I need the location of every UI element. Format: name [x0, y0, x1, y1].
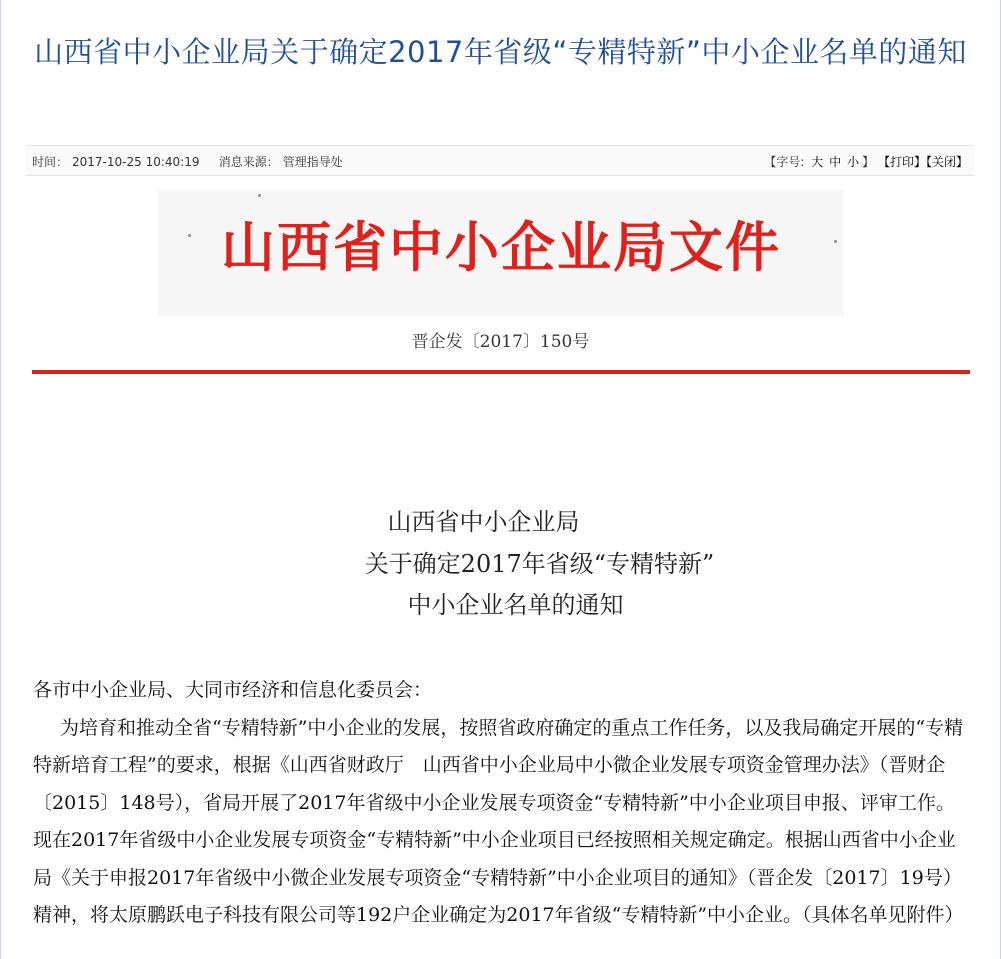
font-medium-link[interactable]: 中 — [829, 155, 842, 169]
time-value: 2017-10-25 10:40:19 — [72, 155, 200, 169]
notice-heading-line3: 中小企业名单的通知 — [407, 591, 624, 619]
document-masthead: 山西省中小企业局文件 — [221, 215, 781, 279]
font-small-link[interactable]: 小 — [847, 155, 860, 169]
page-tools — [764, 153, 968, 170]
font-size-label: 【字号: — [764, 155, 805, 169]
document-number: 晋企发〔2017〕150号 — [411, 332, 590, 352]
body-paragraph: 为培育和推动全省“专精特新”中小企业的发展，按照省政府确定的重点工作任务，以及我局确定开展的“专精特新培育工程”的要求，根据《山西省财政厅 山西省中小企业局中小微企业发展专项资金管理办法》（晋财企〔2015〕148号），省局开展了2017年省级中小企业发展专项资金“专精特新”中小企业项目申报、评审工作。现在2017年省级中小企业发展专项资金“专精特新”中小企业项目已经按照相关规定确定。根据山西省中小企业局《关于申报2017年省级中小微企业发展专项资金“专精特新”中小企业项目的通知》（晋企发〔2017〕19号）精神，将太原鹏跃电子科技有限公司等192户企业确定为2017年省级“专精特新”中小企业。（具体名单见附件） — [33, 716, 964, 926]
notice-body — [33, 672, 971, 935]
print-link[interactable]: 【打印】 — [877, 155, 926, 169]
font-size-close-bracket: 】 — [862, 155, 875, 169]
source-label: 消息来源： — [218, 155, 279, 169]
font-large-link[interactable]: 大 — [811, 155, 824, 169]
notice-heading-line1: 山西省中小企业局 — [387, 508, 580, 536]
publish-info — [32, 153, 347, 170]
scan-speck — [834, 240, 837, 243]
meta-bar — [26, 145, 974, 176]
scan-speck — [258, 194, 261, 197]
time-label: 时间： — [32, 155, 69, 169]
close-link[interactable]: 【关闭】 — [925, 155, 968, 169]
red-divider-line — [32, 370, 970, 374]
left-frame-border — [0, 0, 1, 959]
salutation: 各市中小企业局、大同市经济和信息化委员会： — [33, 679, 433, 701]
source-value: 管理指导处 — [282, 155, 343, 169]
document-header-image — [158, 190, 844, 316]
scan-speck — [188, 234, 191, 237]
page-title: 山西省中小企业局关于确定2017年省级“专精特新”中小企业名单的通知 — [34, 35, 967, 69]
notice-heading-line2: 关于确定2017年省级“专精特新” — [364, 550, 715, 578]
